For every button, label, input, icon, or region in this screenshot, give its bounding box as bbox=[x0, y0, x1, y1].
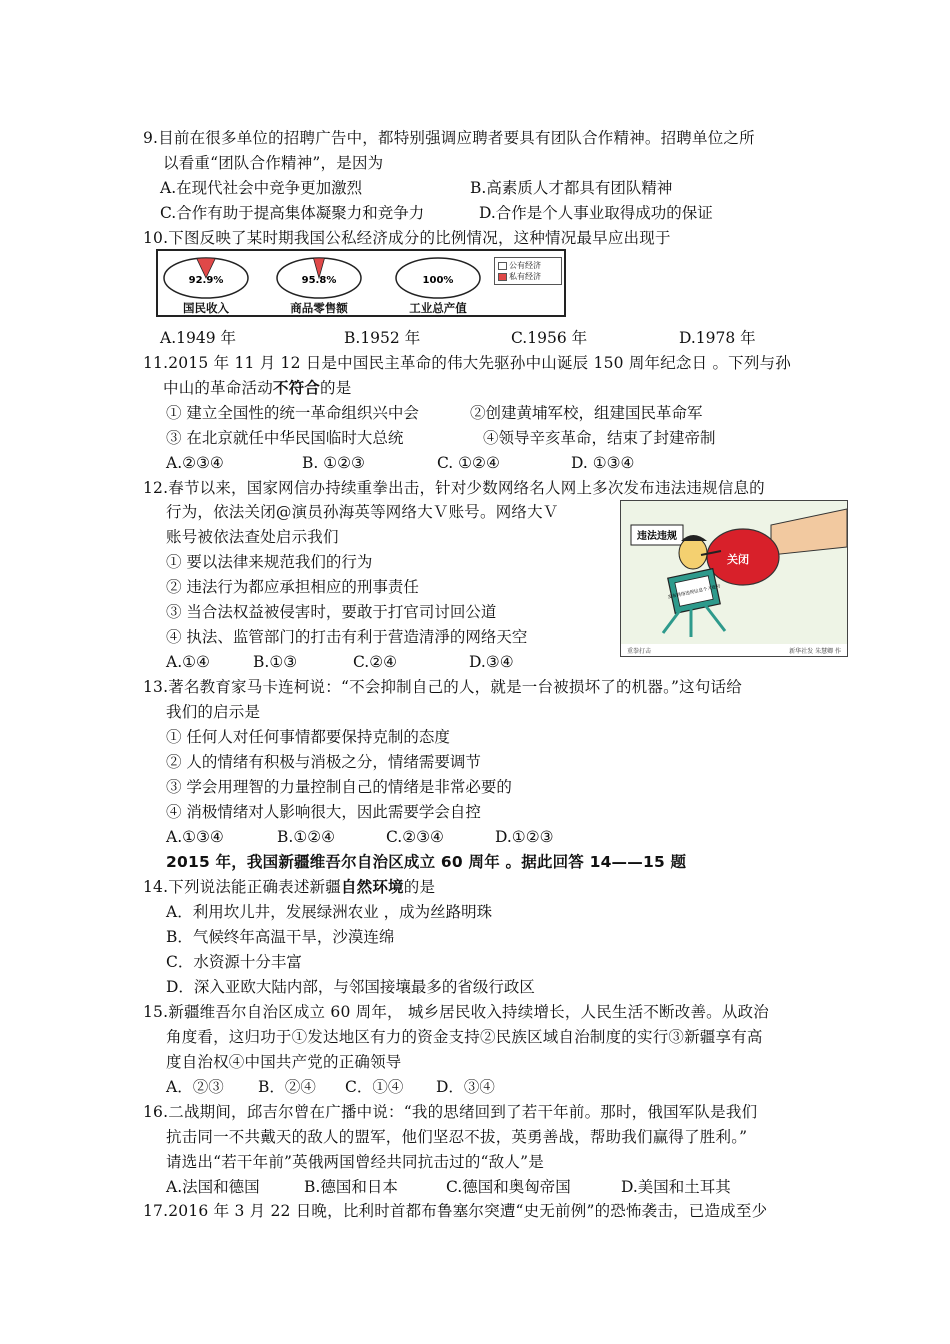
cartoon-glove-text: 关闭 bbox=[727, 553, 749, 566]
pie-label-retail-sales: 商品零售额 bbox=[290, 301, 348, 315]
q15-option-b: B．②④ bbox=[258, 1078, 316, 1096]
q9-stem-line1: 9.目前在很多单位的招聘广告中，都特别强调应聘者要具有团队合作精神。招聘单位之所 bbox=[143, 129, 755, 147]
q13-option-b: B.①②④ bbox=[277, 828, 336, 846]
q11-option-c: C. ①②④ bbox=[437, 454, 500, 472]
cartoon-screen-text: 发布网络违规信息个人账号 bbox=[667, 584, 722, 601]
pie-industrial-output bbox=[394, 256, 482, 300]
q11-stem-text-end: 的是 bbox=[320, 379, 352, 397]
legend-swatch-public bbox=[498, 262, 507, 270]
q14-15-intro: 2015 年，我国新疆维吾尔自治区成立 60 周年 。据此回答 14——15 题 bbox=[166, 853, 687, 871]
cartoon-illustration bbox=[621, 501, 847, 656]
q16-stem-line3: 请选出“若干年前”英俄两国曾经共同抗击过的“敌人”是 bbox=[166, 1153, 544, 1171]
q15-option-c: C．①④ bbox=[345, 1078, 404, 1096]
chart-legend bbox=[494, 257, 562, 285]
legend-item-public bbox=[498, 260, 541, 271]
q14-stem-text-end: 的是 bbox=[403, 878, 436, 896]
q12-option-d: D.③④ bbox=[469, 653, 514, 671]
q10-pie-chart-figure bbox=[156, 249, 566, 317]
legend-item-private bbox=[498, 271, 541, 282]
q13-statement-2: ② 人的情绪有积极与消极之分，情绪需要调节 bbox=[166, 753, 481, 771]
q11-stem-line2 bbox=[163, 377, 351, 399]
q12-option-a: A.①④ bbox=[166, 653, 210, 671]
q12-stem-line1: 12.春节以来，国家网信办持续重拳出击，针对少数网络名人网上多次发布违法违规信息的 bbox=[143, 479, 765, 497]
q15-stem-line2: 角度看，这归功于①发达地区有力的资金支持②民族区域自治制度的实行③新疆享有高 bbox=[166, 1028, 763, 1046]
q17-stem-line1: 17.2016 年 3 月 22 日晚，比利时首都布鲁塞尔突遭“史无前例”的恐怖袭击，已造成至少 bbox=[143, 1202, 768, 1220]
legend-label-public: 公有经济 bbox=[509, 261, 541, 270]
q12-option-b: B.①③ bbox=[253, 653, 298, 671]
q9-option-d: D.合作是个人事业取得成功的保证 bbox=[479, 204, 713, 222]
q14-stem bbox=[143, 876, 435, 898]
q13-option-d: D.①②③ bbox=[495, 828, 554, 846]
q15-stem-line3: 度自治权④中国共产党的正确领导 bbox=[166, 1053, 402, 1071]
q11-stem-text: 中山的革命活动 bbox=[163, 379, 273, 397]
q16-stem-line2: 抗击同一不共戴天的敌人的盟军，他们坚忍不拔，英勇善战，帮助我们赢得了胜利。” bbox=[166, 1128, 748, 1146]
q16-option-a: A.法国和德国 bbox=[166, 1178, 260, 1196]
q9-option-c: C.合作有助于提高集体凝聚力和竞争力 bbox=[160, 204, 425, 222]
legend-swatch-private bbox=[498, 273, 507, 281]
q11-stem-line1: 11.2015 年 11 月 12 日是中国民主革命的伟大先驱孙中山诞辰 150 周年纪念日 。下列与孙 bbox=[143, 354, 791, 372]
q10-option-b: B.1952 年 bbox=[344, 329, 421, 347]
q14-stem-text: 14.下列说法能正确表述新疆 bbox=[143, 878, 341, 896]
q13-statement-1: ① 任何人对任何事情都要保持克制的态度 bbox=[166, 728, 450, 746]
q11-statement-4: ④领导辛亥革命，结束了封建帝制 bbox=[483, 429, 716, 447]
q10-stem: 10.下图反映了某时期我国公私经济成分的比例情况，这种情况最早应出现于 bbox=[143, 229, 671, 247]
q13-statement-3: ③ 学会用理智的力量控制自己的情绪是非常必要的 bbox=[166, 778, 512, 796]
q16-option-d: D.美国和土耳其 bbox=[621, 1178, 731, 1196]
q11-statement-2: ②创建黄埔军校，组建国民革命军 bbox=[470, 404, 703, 422]
q12-cartoon-image bbox=[620, 500, 848, 657]
q11-statement-3: ③ 在北京就任中华民国临时大总统 bbox=[166, 429, 404, 447]
q12-stem-line2: 行为，依法关闭@演员孙海英等网络大Ｖ账号。网络大Ｖ bbox=[166, 503, 559, 521]
q13-option-a: A.①③④ bbox=[166, 828, 224, 846]
pie-value-label: 92.9% bbox=[188, 275, 224, 286]
pie-retail-sales bbox=[275, 256, 363, 300]
q13-option-c: C.②③④ bbox=[386, 828, 444, 846]
q12-option-c: C.②④ bbox=[353, 653, 398, 671]
q13-statement-4: ④ 消极情绪对人影响很大，因此需要学会自控 bbox=[166, 803, 481, 821]
pie-value-label: 95.8% bbox=[301, 275, 337, 286]
q14-option-c: C．水资源十分丰富 bbox=[166, 953, 302, 971]
q10-option-c: C.1956 年 bbox=[511, 329, 588, 347]
q12-statement-1: ① 要以法律来规范我们的行为 bbox=[166, 553, 373, 571]
legend-label-private: 私有经济 bbox=[509, 272, 541, 281]
pie-label-industrial-output: 工业总产值 bbox=[409, 301, 467, 315]
pie-label-national-income: 国民收入 bbox=[183, 301, 229, 315]
pie-national-income bbox=[162, 256, 250, 300]
cartoon-caption-right: 新华社发 朱慧卿 作 bbox=[789, 648, 841, 655]
q10-option-a: A.1949 年 bbox=[160, 329, 236, 347]
q11-option-a: A.②③④ bbox=[166, 454, 224, 472]
q10-option-d: D.1978 年 bbox=[679, 329, 756, 347]
q11-stem-emphasis: 不符合 bbox=[272, 379, 321, 397]
q13-stem-line1: 13.著名教育家马卡连柯说：“不会抑制自己的人，就是一台被损坏了的机器。”这句话给 bbox=[143, 678, 742, 696]
cartoon-sign-text: 违法违规 bbox=[637, 531, 677, 542]
q16-stem-line1: 16.二战期间，邱吉尔曾在广播中说：“我的思绪回到了若干年前。那时，俄国军队是我们 bbox=[143, 1103, 758, 1121]
q11-option-d: D. ①③④ bbox=[571, 454, 635, 472]
q16-option-c: C.德国和奥匈帝国 bbox=[446, 1178, 571, 1196]
q11-option-b: B. ①②③ bbox=[302, 454, 365, 472]
q14-stem-emphasis: 自然环境 bbox=[340, 878, 404, 896]
q14-option-d: D．深入亚欧大陆内部，与邻国接壤最多的省级行政区 bbox=[166, 978, 535, 996]
q14-option-b: B．气候终年高温干旱，沙漠连绵 bbox=[166, 928, 395, 946]
cartoon-caption-left: 重拳打击 bbox=[627, 648, 652, 655]
q13-stem-line2: 我们的启示是 bbox=[166, 703, 261, 721]
q11-statement-1: ① 建立全国性的统一革命组织兴中会 bbox=[166, 404, 419, 422]
q12-stem-line3: 账号被依法查处启示我们 bbox=[166, 528, 339, 546]
cartoon-head bbox=[679, 537, 707, 569]
q9-stem-line2: 以看重“团队合作精神”，是因为 bbox=[163, 154, 384, 172]
q15-option-d: D．③④ bbox=[436, 1078, 495, 1096]
q12-statement-3: ③ 当合法权益被侵害时，要敢于打官司讨回公道 bbox=[166, 603, 497, 621]
q14-option-a: A．利用坎儿井，发展绿洲农业 ，成为丝路明珠 bbox=[166, 903, 493, 921]
q15-option-a: A．②③ bbox=[166, 1078, 224, 1096]
q9-option-a: A.在现代社会中竞争更加激烈 bbox=[160, 179, 363, 197]
q12-statement-2: ② 违法行为都应承担相应的刑事责任 bbox=[166, 578, 419, 596]
q12-statement-4: ④ 执法、监管部门的打击有利于营造清淨的网络天空 bbox=[166, 628, 528, 646]
q15-stem-line1: 15.新疆维吾尔自治区成立 60 周年， 城乡居民收入持续增长，人民生活不断改善。从政治 bbox=[143, 1003, 769, 1021]
pie-value-label: 100% bbox=[422, 275, 454, 286]
q9-option-b: B.高素质人才都具有团队精神 bbox=[470, 179, 673, 197]
q16-option-b: B.德国和日本 bbox=[304, 1178, 398, 1196]
